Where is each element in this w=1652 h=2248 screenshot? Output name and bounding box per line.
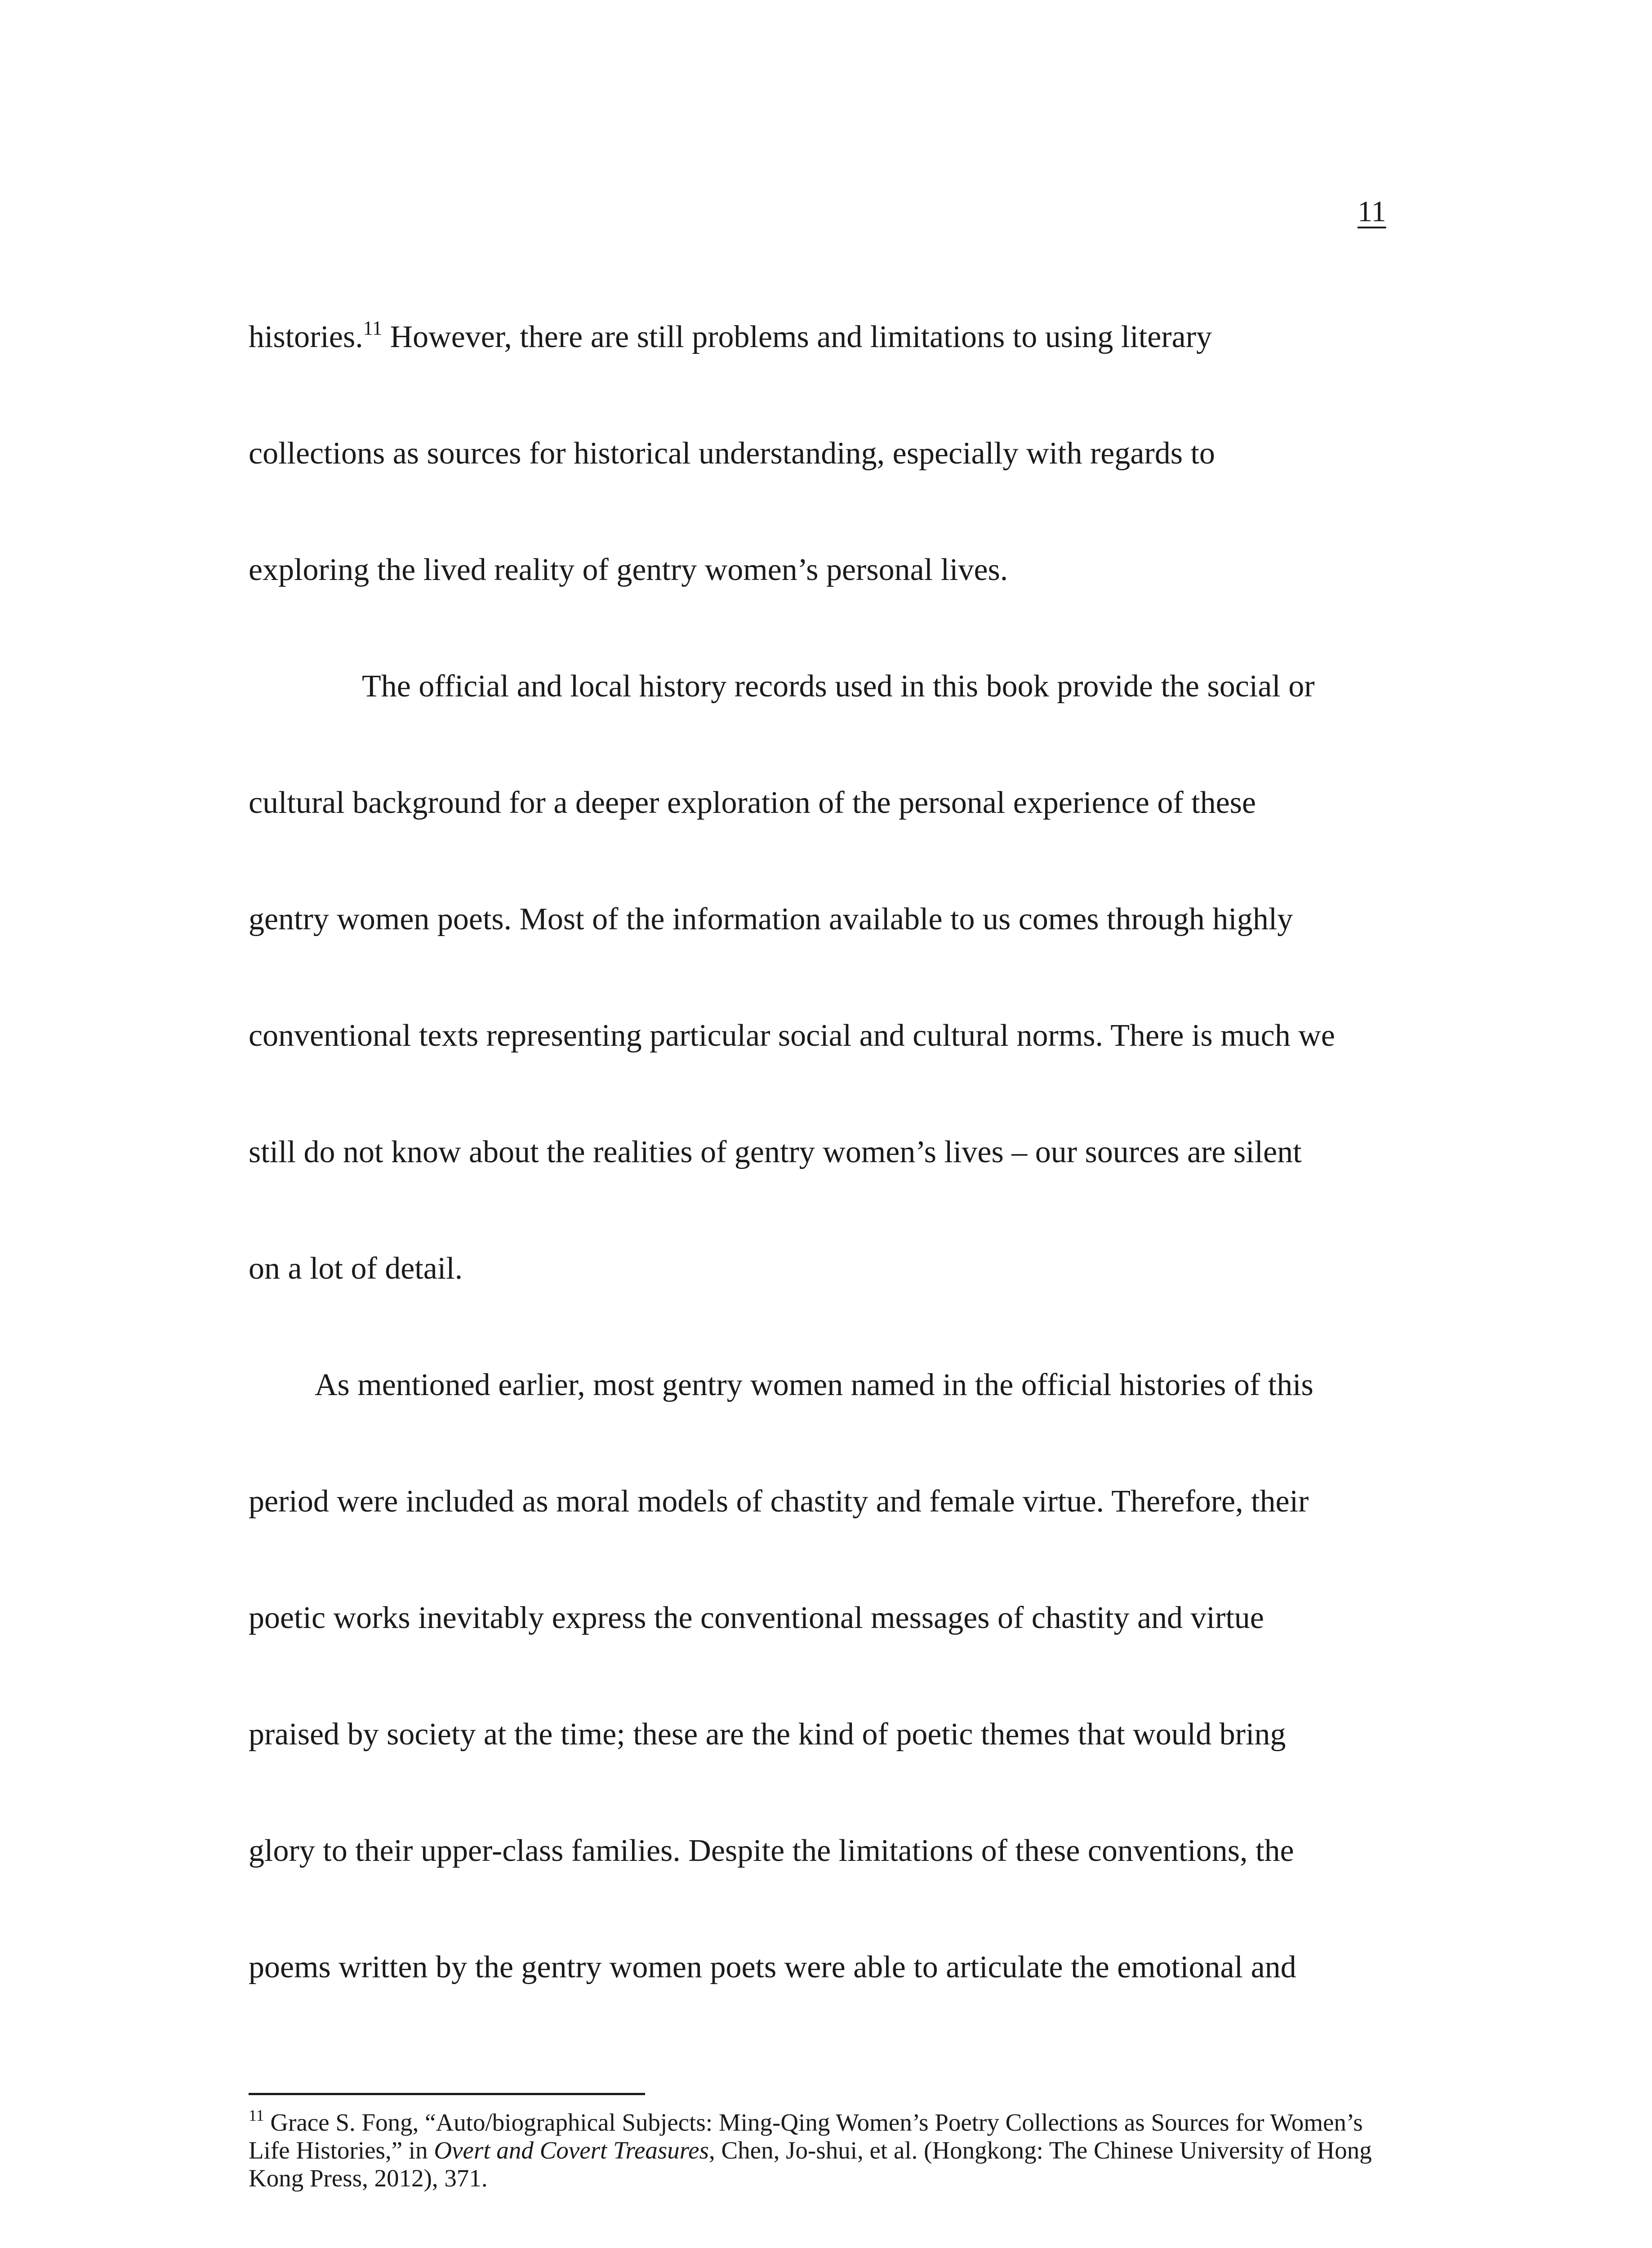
body-line: glory to their upper-class families. Despite the limitations of these conventions, the [249,1833,1294,1868]
body-line: praised by society at the time; these are the kind of poetic themes that would bring [249,1717,1286,1752]
footnote-book-title: Overt and Covert Treasures [434,2136,709,2164]
body-line: exploring the lived reality of gentry women’s personal lives. [249,553,1008,587]
footnote-text: , Chen, Jo-shui, et al. (Hongkong: The Chinese University of Hong [709,2136,1372,2164]
paragraph-first-line: The official and local history records used in this book provide the social or [362,669,1315,704]
body-line: conventional texts representing particular social and cultural norms. There is much we [249,1018,1335,1053]
body-text [249,310,1408,2057]
footnote-text: Grace S. Fong, “Auto/biographical Subjects: Ming-Qing Women’s Poetry Collections as Sources for Women’s [264,2109,1363,2136]
footnote [249,2106,1408,2192]
body-line-text: However, there are still problems and limitations to using literary [382,320,1212,354]
body-line: still do not know about the realities of gentry women’s lives – our sources are silent [249,1135,1302,1169]
footnote-marker: 11 [249,2106,264,2124]
body-line: period were included as moral models of chastity and female virtue. Therefore, their [249,1484,1309,1519]
footnote-reference: 11 [363,317,383,339]
footnote-line [249,2106,1408,2136]
footnote-separator [249,2093,645,2095]
body-line: gentry women poets. Most of the information available to us comes through highly [249,902,1293,937]
paragraph-first-line: As mentioned earlier, most gentry women named in the official histories of this [315,1368,1314,1402]
body-line: on a lot of detail. [249,1251,463,1286]
body-line: cultural background for a deeper exploration of the personal experience of these [249,785,1256,820]
body-line [249,310,1408,427]
footnote-text: Life Histories,” in [249,2136,434,2164]
body-line: collections as sources for historical understanding, especially with regards to [249,436,1215,471]
body-line: poetic works inevitably express the conventional messages of chastity and virtue [249,1601,1264,1635]
footnote-line: Kong Press, 2012), 371. [249,2164,488,2192]
body-line: poems written by the gentry women poets were able to articulate the emotional and [249,1950,1296,1985]
body-line-text: histories. [249,320,363,354]
footnote-line [249,2136,1408,2164]
page-number: 11 [1358,195,1386,228]
